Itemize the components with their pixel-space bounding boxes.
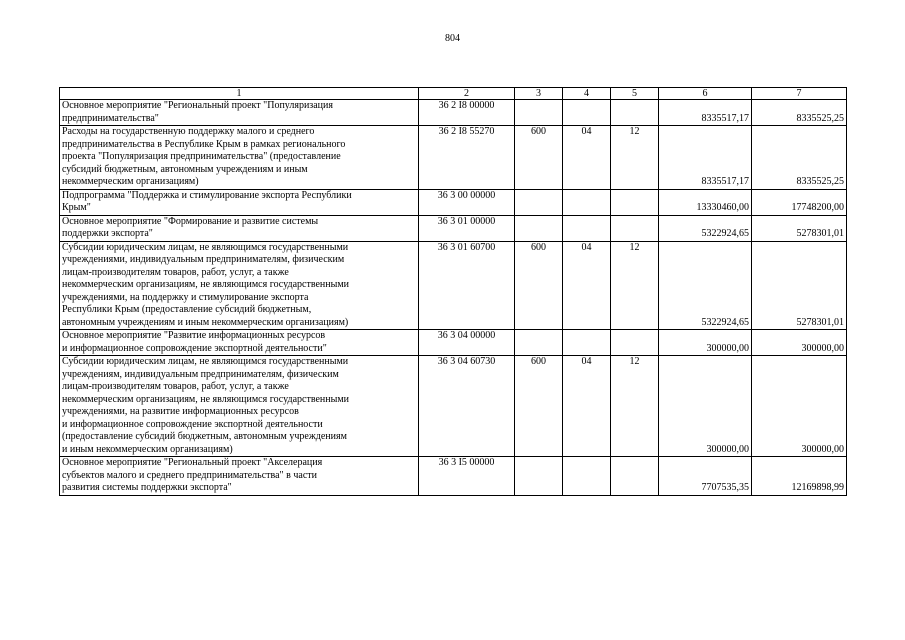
row-name-line: (предоставление субсидий бюджетным, автономным учреждениям [62, 431, 347, 442]
row-code-cell: 36 3 04 60730 [419, 356, 515, 457]
row-name-line: предпринимательства в Республике Крым в рамках регионального [62, 138, 346, 150]
header-cell: 6 [659, 88, 752, 100]
row-expense-type-cell: 600 [515, 126, 563, 190]
row-code-cell: 36 3 01 00000 [419, 215, 515, 241]
row-section-cell: 04 [563, 241, 611, 330]
row-name-line: субъектов малого и среднего предпринимательства" в части [62, 469, 317, 481]
row-expense-type-cell [515, 457, 563, 496]
table-row [60, 241, 847, 330]
row-name-cell [60, 126, 419, 190]
row-subsection-cell: 12 [611, 356, 659, 457]
row-expense-type-cell: 600 [515, 241, 563, 330]
row-name-line: и информационное сопровождение экспортной деятельности" [62, 342, 327, 354]
row-amount-2-cell: 5278301,01 [752, 215, 847, 241]
row-name-line: учреждениями, индивидуальным предпринимателям, физическим [62, 254, 345, 265]
row-section-cell [563, 215, 611, 241]
row-name-line: учреждениями, на развитие информационных ресурсов [62, 406, 299, 417]
row-subsection-cell [611, 457, 659, 496]
row-subsection-cell: 12 [611, 241, 659, 330]
row-subsection-cell [611, 100, 659, 126]
row-name-cell [60, 215, 419, 241]
row-subsection-cell [611, 189, 659, 215]
row-amount-1-cell: 300000,00 [659, 356, 752, 457]
header-cell: 2 [419, 88, 515, 100]
row-name-cell [60, 189, 419, 215]
row-amount-2-cell: 5278301,01 [752, 241, 847, 330]
header-cell: 1 [60, 88, 419, 100]
row-amount-2-cell: 300000,00 [752, 330, 847, 356]
row-name-line: Республики Крым (предоставление субсидий бюджетным, [62, 304, 312, 315]
row-name-line: субсидий бюджетным, автономным учреждениям и иным [62, 163, 308, 175]
row-section-cell [563, 457, 611, 496]
row-amount-1-cell: 8335517,17 [659, 126, 752, 190]
row-amount-2-cell: 8335525,25 [752, 126, 847, 190]
row-name-line: Основное мероприятие "Формирование и развитие системы [62, 215, 319, 227]
row-name-line: некоммерческим организациям, не являющимся государственными [62, 279, 350, 290]
budget-table [59, 87, 847, 496]
table-row [60, 215, 847, 241]
row-amount-2-cell: 8335525,25 [752, 100, 847, 126]
row-name-line: Подпрограмма "Поддержка и стимулирование экспорта Республики [62, 189, 352, 201]
row-name-line: Крым" [62, 202, 91, 213]
row-expense-type-cell [515, 215, 563, 241]
row-name-line: проекта "Популяризация предпринимательства" (предоставление [62, 151, 341, 162]
row-name-cell [60, 457, 419, 496]
table-row [60, 457, 847, 496]
row-code-cell: 36 3 I5 00000 [419, 457, 515, 496]
row-code-cell: 36 2 I8 55270 [419, 126, 515, 190]
row-name-line: некоммерческим организациям, не являющимся государственными [62, 393, 350, 405]
row-name-cell [60, 356, 419, 457]
row-name-cell [60, 100, 419, 126]
row-amount-1-cell: 5322924,65 [659, 241, 752, 330]
header-cell: 5 [611, 88, 659, 100]
row-amount-1-cell: 5322924,65 [659, 215, 752, 241]
row-name-line: учреждениями, на поддержку и стимулирование экспорта [62, 291, 309, 303]
row-name-line: лицам-производителям товаров, работ, услуг, а также [62, 266, 289, 278]
row-section-cell [563, 100, 611, 126]
row-name-cell [60, 330, 419, 356]
header-cell: 3 [515, 88, 563, 100]
row-code-cell: 36 3 00 00000 [419, 189, 515, 215]
row-name-line: Основное мероприятие "Региональный проект "Акселерация [62, 457, 323, 468]
table-row [60, 356, 847, 457]
table-row [60, 126, 847, 190]
row-amount-1-cell: 8335517,17 [659, 100, 752, 126]
row-subsection-cell: 12 [611, 126, 659, 190]
row-expense-type-cell [515, 189, 563, 215]
row-amount-1-cell: 7707535,35 [659, 457, 752, 496]
row-expense-type-cell [515, 100, 563, 126]
header-cell: 7 [752, 88, 847, 100]
row-name-line: и информационное сопровождение экспортной деятельности [62, 418, 323, 430]
row-expense-type-cell: 600 [515, 356, 563, 457]
row-section-cell: 04 [563, 126, 611, 190]
row-section-cell [563, 330, 611, 356]
row-amount-1-cell: 300000,00 [659, 330, 752, 356]
row-name-line: автономным учреждениям и иным некоммерческим организациям) [62, 316, 349, 328]
row-name-line: Субсидии юридическим лицам, не являющимся государственными [62, 241, 349, 253]
table-row [60, 189, 847, 215]
row-name-line: некоммерческим организациям) [62, 176, 199, 187]
row-name-line: Основное мероприятие "Региональный проект "Популяризация [62, 100, 333, 111]
row-name-line: Субсидии юридическим лицам, не являющимся государственными [62, 356, 349, 367]
row-subsection-cell [611, 215, 659, 241]
row-name-line: лицам-производителям товаров, работ, услуг, а также [62, 381, 289, 392]
row-subsection-cell [611, 330, 659, 356]
row-name-line: и иным некоммерческим организациям) [62, 443, 233, 455]
row-amount-2-cell: 17748200,00 [752, 189, 847, 215]
row-name-line: учреждениям, индивидуальным предпринимателям, физическим [62, 368, 339, 380]
table-header-row [60, 88, 847, 100]
row-name-cell [60, 241, 419, 330]
row-amount-2-cell: 12169898,99 [752, 457, 847, 496]
table-row [60, 100, 847, 126]
row-name-line: Расходы на государственную поддержку малого и среднего [62, 126, 315, 137]
table-row [60, 330, 847, 356]
row-section-cell: 04 [563, 356, 611, 457]
page-number: 804 [445, 33, 460, 44]
row-section-cell [563, 189, 611, 215]
row-expense-type-cell [515, 330, 563, 356]
row-name-line: поддержки экспорта" [62, 228, 153, 239]
header-cell: 4 [563, 88, 611, 100]
row-name-line: развития системы поддержки экспорта" [62, 482, 232, 493]
row-amount-1-cell: 13330460,00 [659, 189, 752, 215]
row-code-cell: 36 3 04 00000 [419, 330, 515, 356]
row-code-cell: 36 2 I8 00000 [419, 100, 515, 126]
row-code-cell: 36 3 01 60700 [419, 241, 515, 330]
row-amount-2-cell: 300000,00 [752, 356, 847, 457]
row-name-line: Основное мероприятие "Развитие информационных ресурсов [62, 330, 326, 341]
row-name-line: предпринимательства" [62, 112, 159, 124]
